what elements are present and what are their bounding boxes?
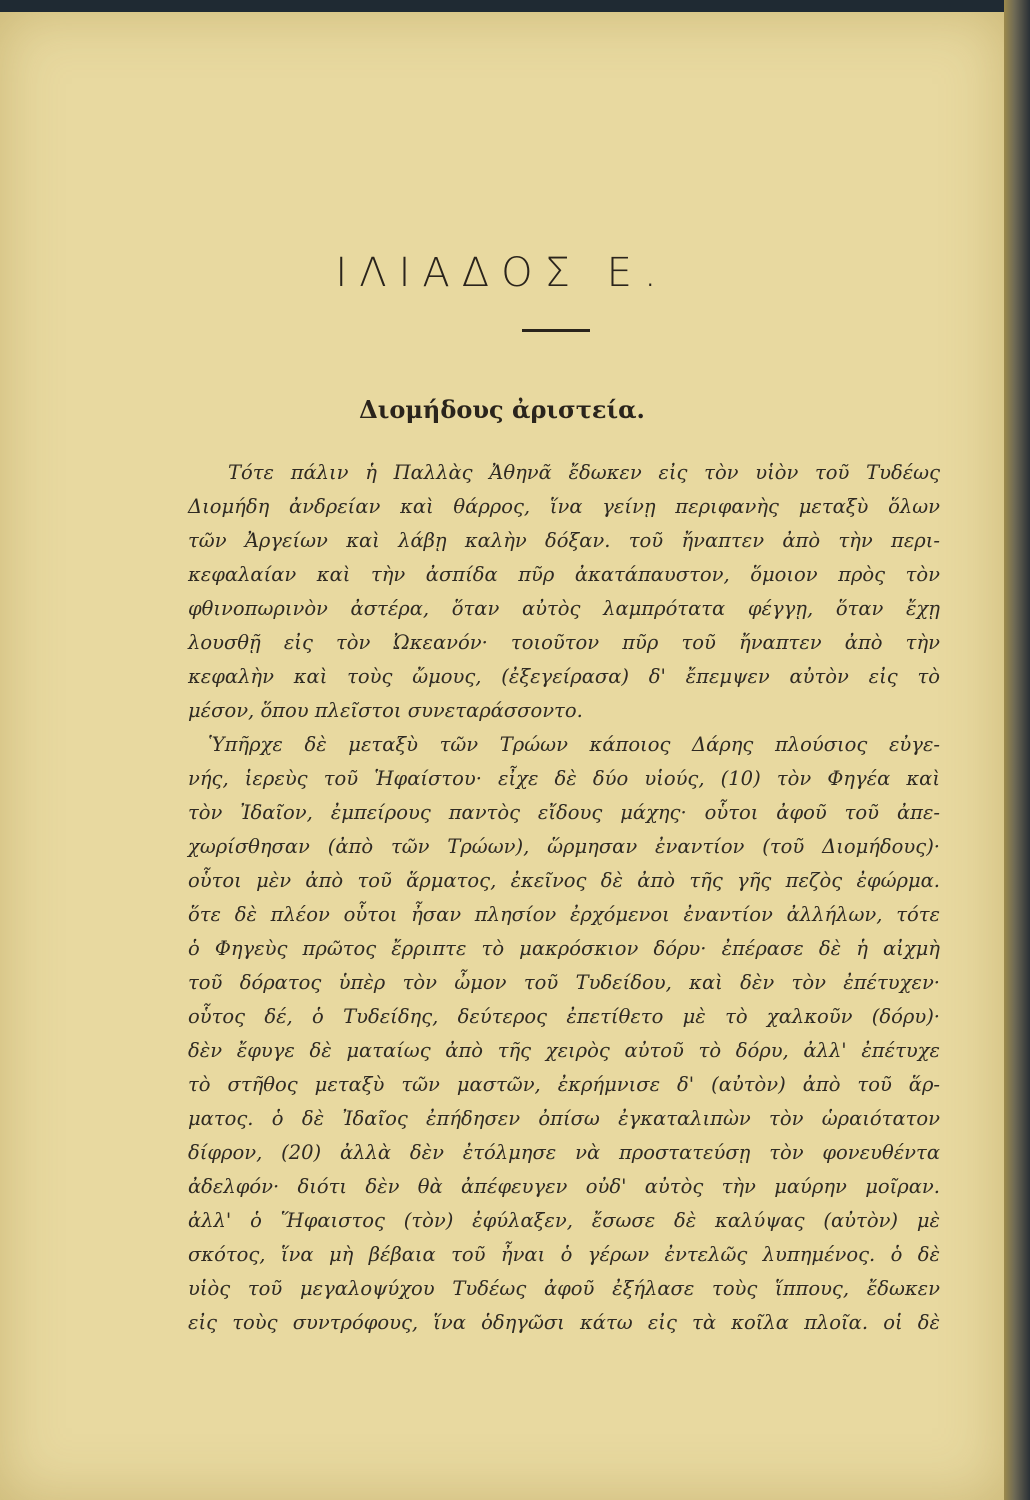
text-line: κεφαλὴν καὶ τοὺς ὤμους, (ἐξεγείρασα) δ' ἔπεμψεν αὐτὸν εἰς τὸ [188, 665, 940, 688]
text-line: Ὑπῆρχε δὲ μεταξὺ τῶν Τρώων κάποιος Δάρης πλούσιος εὐγε- [208, 733, 940, 756]
text-line: δίφρον, (20) ἀλλὰ δὲν ἐτόλμησε νὰ προστατεύσῃ τὸν φονευθέντα [188, 1141, 940, 1164]
page-edge [1004, 0, 1030, 1500]
page-title: ΙΛΙΑΔΟΣ Ε. [335, 250, 669, 296]
section-heading: Διομήδους ἀριστεία. [359, 395, 645, 424]
title-divider [522, 329, 590, 332]
text-line: οὗτοι μὲν ἀπὸ τοῦ ἅρματος, ἐκεῖνος δὲ ἀπὸ τῆς γῆς πεζὸς ἐφώρμα. [188, 869, 940, 892]
text-line: τῶν Ἀργείων καὶ λάβῃ καλὴν δόξαν. τοῦ ἤναπτεν ἀπὸ τὴν περι- [188, 529, 940, 552]
text-line: Τότε πάλιν ἡ Παλλὰς Ἀθηνᾶ ἔδωκεν εἰς τὸν υἱὸν τοῦ Τυδέως [228, 461, 940, 484]
text-line: νής, ἱερεὺς τοῦ Ἡφαίστου· εἶχε δὲ δύο υἱούς, (10) τὸν Φηγέα καὶ [188, 767, 940, 790]
text-line: ἀλλ' ὁ Ἥφαιστος (τὸν) ἐφύλαξεν, ἔσωσε δὲ καλύψας (αὐτὸν) μὲ [188, 1209, 940, 1232]
text-line: οὗτος δέ, ὁ Τυδείδης, δεύτερος ἐπετίθετο μὲ τὸ χαλκοῦν (δόρυ)· [188, 1005, 940, 1028]
text-line: υἱὸς τοῦ μεγαλοψύχου Τυδέως ἀφοῦ ἐξήλασε τοὺς ἵππους, ἔδωκεν [188, 1277, 940, 1300]
text-line: ματος. ὁ δὲ Ἰδαῖος ἐπήδησεν ὀπίσω ἐγκαταλιπὼν τὸν ὡραιότατον [188, 1107, 940, 1130]
text-line: κεφαλαίαν καὶ τὴν ἀσπίδα πῦρ ἀκατάπαυστον, ὅμοιον πρὸς τὸν [188, 563, 940, 586]
text-line: φθινοπωρινὸν ἀστέρα, ὅταν αὐτὸς λαμπρότατα φέγγῃ, ὅταν ἔχῃ [188, 597, 940, 620]
text-line: χωρίσθησαν (ἀπὸ τῶν Τρώων), ὥρμησαν ἐναντίον (τοῦ Διομήδους)· [188, 835, 940, 858]
text-line: μέσον, ὅπου πλεῖστοι συνεταράσσοντο. [188, 699, 583, 722]
text-line: ἀδελφόν· διότι δὲν θὰ ἀπέφευγεν οὐδ' αὐτὸς τὴν μαύρην μοῖραν. [188, 1175, 940, 1198]
text-line: τοῦ δόρατος ὑπὲρ τὸν ὦμον τοῦ Τυδείδου, καὶ δὲν τὸν ἐπέτυχεν· [188, 971, 940, 994]
text-line: ὅτε δὲ πλέον οὗτοι ἦσαν πλησίον ἐρχόμενοι ἐναντίον ἀλλήλων, τότε [188, 903, 940, 926]
body-text [188, 456, 940, 1340]
text-line: σκότος, ἵνα μὴ βέβαια τοῦ ἦναι ὁ γέρων ἐντελῶς λυπημένος. ὁ δὲ [188, 1243, 940, 1266]
text-line: ὁ Φηγεὺς πρῶτος ἔρριπτε τὸ μακρόσκιον δόρυ· ἐπέρασε δὲ ἡ αἰχμὴ [188, 937, 940, 960]
text-line: λουσθῇ εἰς τὸν Ὠκεανόν· τοιοῦτον πῦρ τοῦ ἤναπτεν ἀπὸ τὴν [188, 631, 940, 654]
text-line: τὸν Ἰδαῖον, ἐμπείρους παντὸς εἴδους μάχης· οὗτοι ἀφοῦ τοῦ ἀπε- [188, 801, 940, 824]
text-line: δὲν ἔφυγε δὲ ματαίως ἀπὸ τῆς χειρὸς αὐτοῦ τὸ δόρυ, ἀλλ' ἐπέτυχε [188, 1039, 940, 1062]
text-line: τὸ στῆθος μεταξὺ τῶν μαστῶν, ἐκρήμνισε δ' (αὐτὸν) ἀπὸ τοῦ ἅρ- [188, 1073, 940, 1096]
book-page [0, 12, 1004, 1500]
text-line: Διομήδη ἀνδρείαν καὶ θάρρος, ἵνα γείνῃ περιφανὴς μεταξὺ ὅλων [188, 495, 940, 518]
text-line: εἰς τοὺς συντρόφους, ἵνα ὁδηγῶσι κάτω εἰς τὰ κοῖλα πλοῖα. οἱ δὲ [188, 1311, 940, 1334]
